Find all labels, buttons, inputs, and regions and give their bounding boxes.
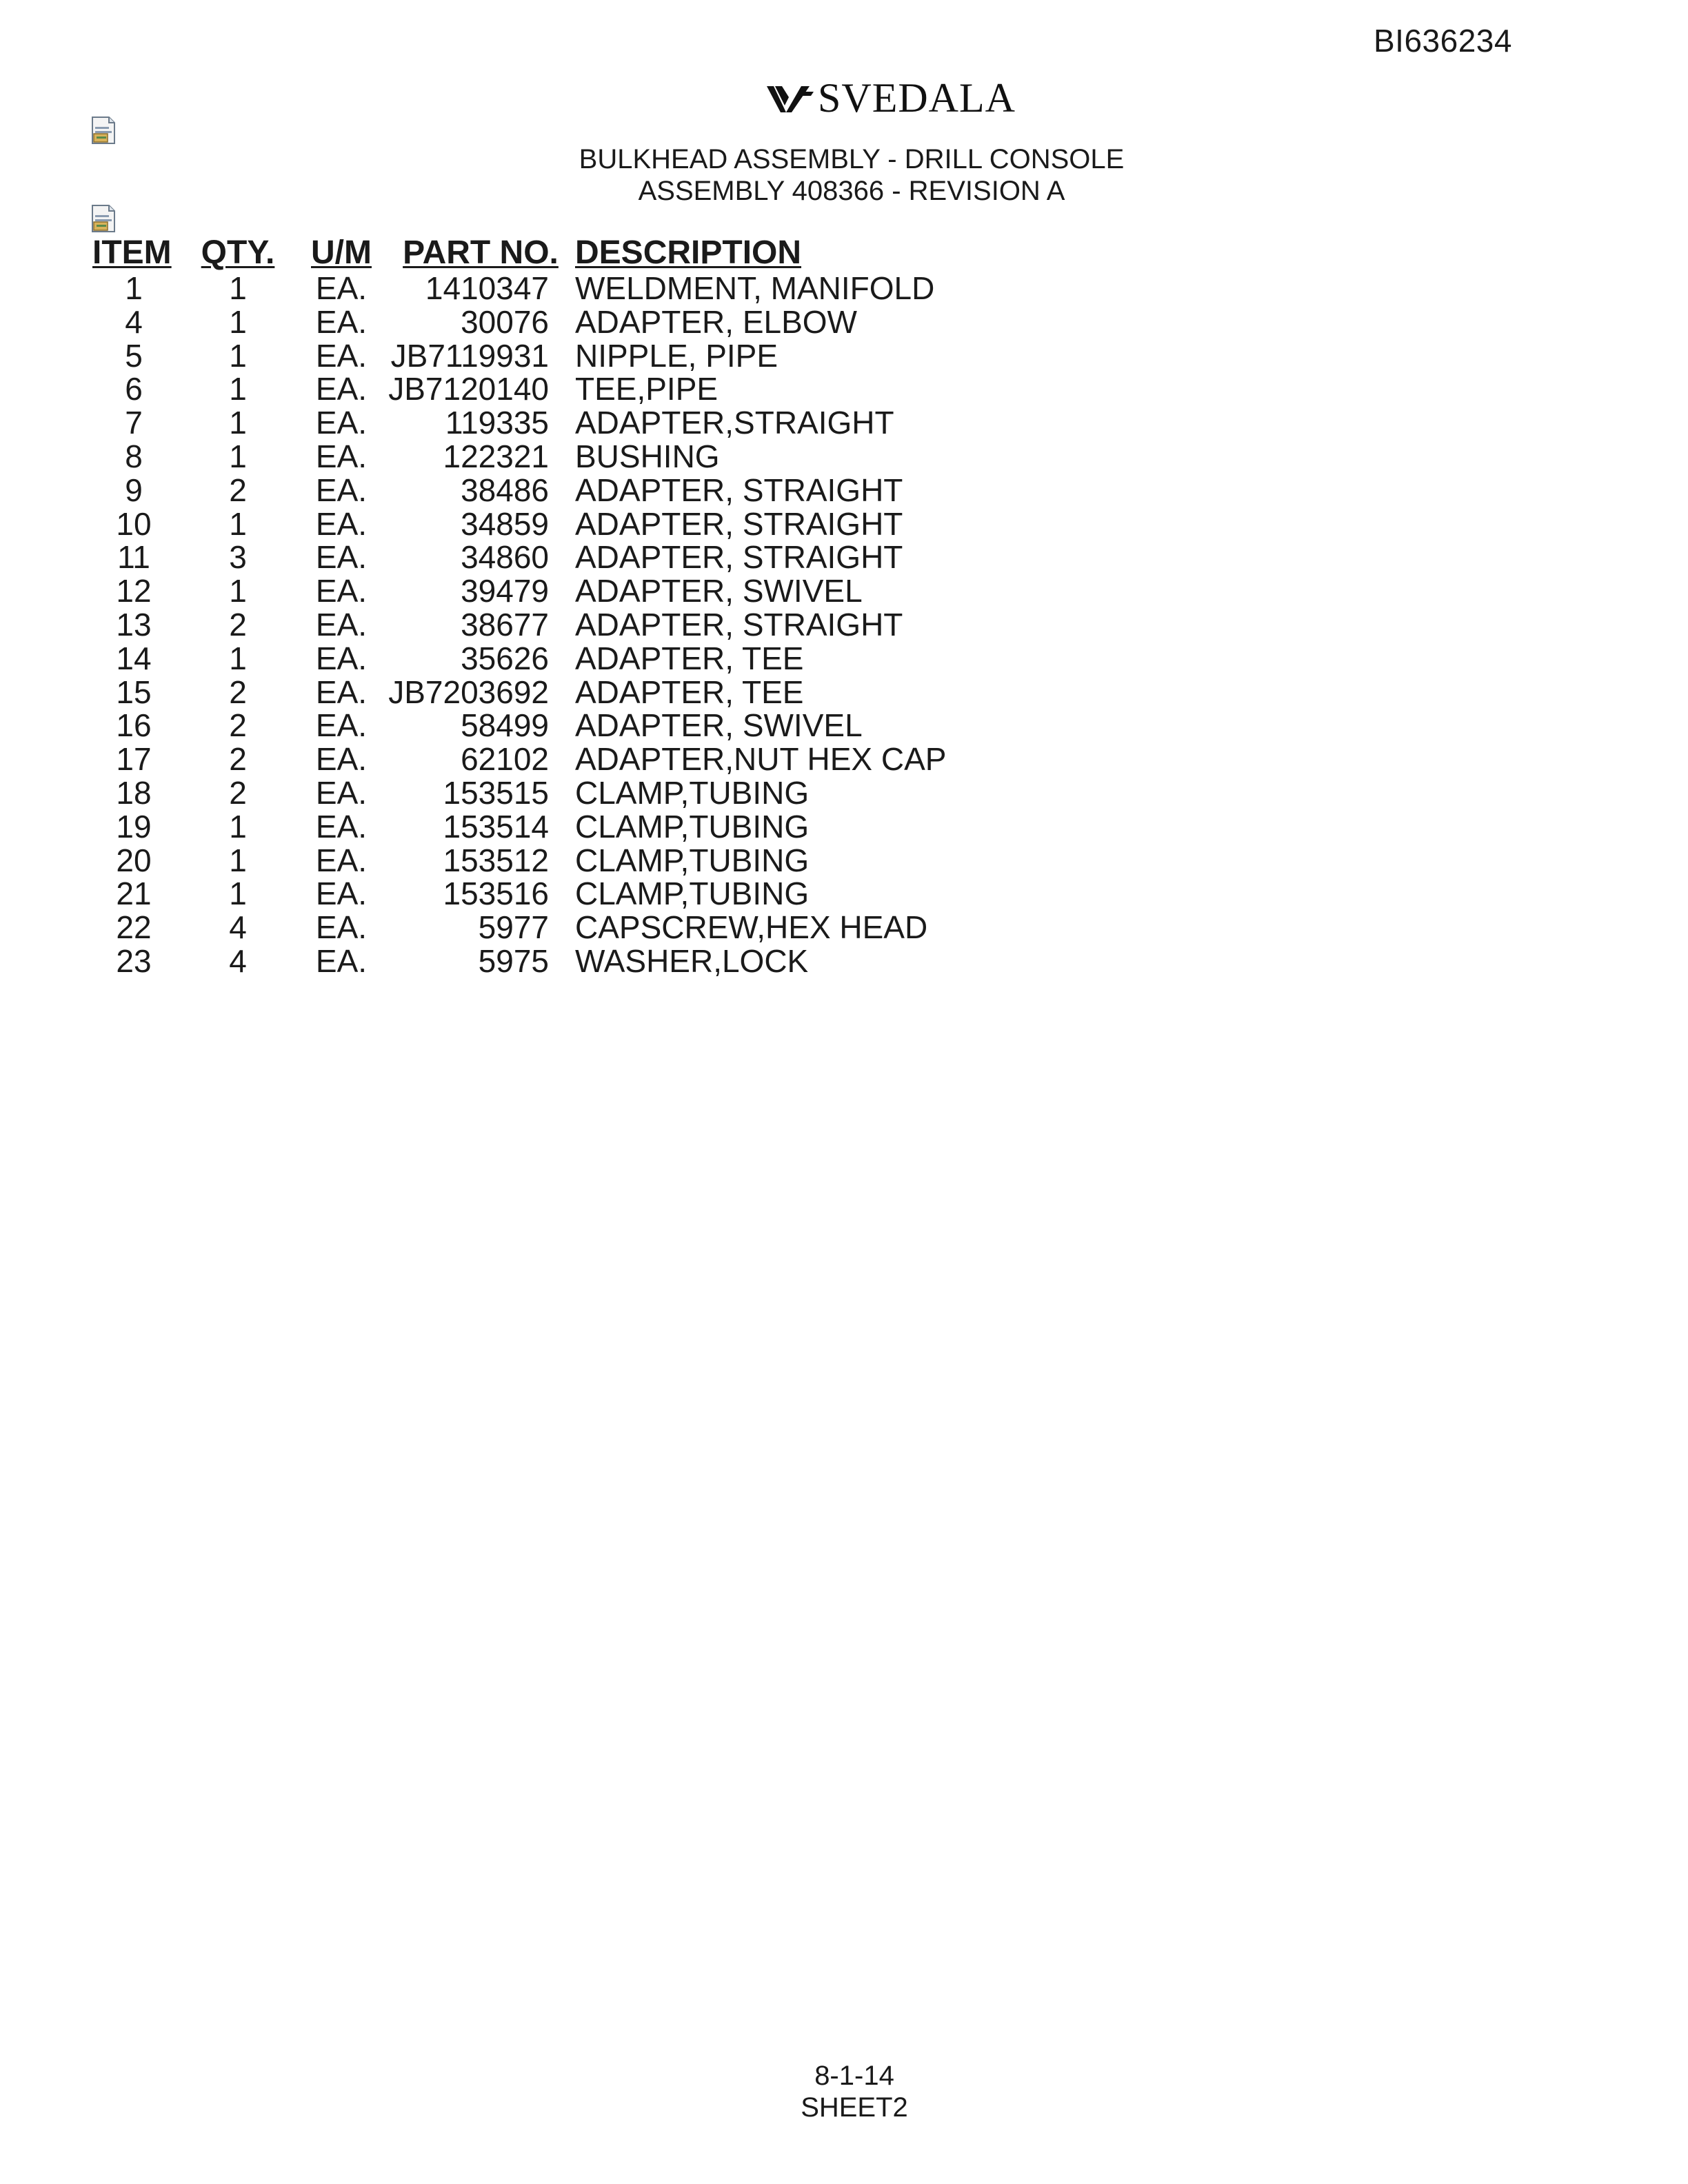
cell-description: ADAPTER, SWIVEL	[575, 573, 863, 609]
cell-item: 23	[116, 942, 152, 979]
cell-description: ADAPTER, STRAIGHT	[575, 505, 903, 542]
cell-qty: 1	[229, 303, 247, 340]
table-row	[88, 372, 1058, 406]
table-row	[88, 474, 1058, 507]
cell-part-no: 1410347	[425, 270, 549, 306]
table-row	[88, 877, 1058, 911]
cell-description: ADAPTER, SWIVEL	[575, 707, 863, 744]
cell-item: 5	[125, 337, 143, 374]
cell-um: EA.	[315, 876, 368, 912]
table-row	[88, 844, 1058, 878]
cell-qty: 1	[229, 505, 247, 542]
title-line-2: ASSEMBLY 408366 - REVISION A	[638, 176, 1065, 206]
cell-description: TEE,PIPE	[575, 371, 719, 407]
cell-um: EA.	[315, 505, 368, 542]
cell-um: EA.	[315, 942, 368, 979]
parts-table-header	[88, 233, 1058, 272]
cell-item: 11	[117, 539, 150, 576]
cell-qty: 2	[229, 774, 247, 811]
table-row	[88, 305, 1058, 339]
cell-description: ADAPTER, TEE	[575, 674, 804, 710]
cell-description: ADAPTER, STRAIGHT	[575, 539, 903, 576]
cell-um: EA.	[315, 909, 368, 946]
cell-um: EA.	[315, 606, 368, 643]
table-row	[88, 911, 1058, 944]
table-row	[88, 272, 1058, 305]
cell-um: EA.	[315, 303, 368, 340]
table-row	[88, 540, 1058, 574]
cell-qty: 3	[229, 539, 247, 576]
cell-description: ADAPTER, ELBOW	[575, 303, 857, 340]
cell-um: EA.	[315, 674, 368, 710]
title-line-1: BULKHEAD ASSEMBLY - DRILL CONSOLE	[579, 144, 1125, 174]
table-row	[88, 944, 1058, 978]
cell-qty: 1	[229, 640, 247, 676]
cell-part-no: 58499	[461, 707, 549, 744]
cell-part-no: 153512	[443, 842, 549, 878]
cell-part-no: 34859	[461, 505, 549, 542]
cell-part-no: 122321	[443, 438, 549, 474]
cell-part-no: 35626	[461, 640, 549, 676]
header-item: ITEM	[92, 234, 172, 271]
cell-description: ADAPTER,STRAIGHT	[575, 405, 894, 441]
cell-um: EA.	[315, 707, 368, 744]
cell-part-no: JB7119931	[390, 337, 549, 374]
cell-item: 8	[125, 438, 143, 474]
cell-part-no: 119335	[445, 405, 549, 441]
cell-item: 18	[116, 774, 152, 811]
cell-qty: 2	[229, 674, 247, 710]
header-description: DESCRIPTION	[575, 234, 802, 271]
parts-table	[88, 233, 1058, 978]
cell-part-no: JB7203692	[388, 674, 549, 710]
cell-item: 12	[116, 573, 152, 609]
cell-item: 4	[125, 303, 143, 340]
cell-qty: 1	[229, 337, 247, 374]
cell-qty: 1	[229, 405, 247, 441]
cell-um: EA.	[315, 774, 368, 811]
cell-um: EA.	[315, 337, 368, 374]
cell-item: 17	[116, 741, 152, 778]
table-row	[88, 574, 1058, 608]
cell-item: 21	[116, 876, 152, 912]
logo-text: SVEDALA	[818, 75, 1016, 121]
cell-um: EA.	[315, 741, 368, 778]
table-row	[88, 406, 1058, 440]
cell-item: 7	[125, 405, 143, 441]
cell-description: BUSHING	[575, 438, 720, 474]
cell-item: 22	[116, 909, 152, 946]
table-row	[88, 608, 1058, 642]
cell-qty: 1	[229, 842, 247, 878]
svedala-chevron-logo-icon	[765, 82, 815, 115]
table-row	[88, 339, 1058, 373]
cell-um: EA.	[315, 573, 368, 609]
footer-date: 8-1-14	[814, 2061, 894, 2091]
table-row	[88, 642, 1058, 676]
cell-qty: 1	[229, 270, 247, 306]
cell-description: WELDMENT, MANIFOLD	[575, 270, 935, 306]
header-part-no: PART NO.	[403, 234, 559, 271]
cell-description: CLAMP,TUBING	[575, 876, 810, 912]
cell-qty: 1	[229, 573, 247, 609]
cell-um: EA.	[315, 371, 368, 407]
cell-item: 6	[125, 371, 143, 407]
cell-part-no: 5975	[478, 942, 549, 979]
footer-sheet: SHEET2	[801, 2092, 908, 2123]
cell-qty: 2	[229, 707, 247, 744]
table-row	[88, 810, 1058, 844]
cell-item: 9	[125, 472, 143, 508]
document-title	[0, 143, 1688, 207]
cell-qty: 1	[229, 808, 247, 845]
cell-um: EA.	[315, 808, 368, 845]
cell-part-no: 38677	[461, 606, 549, 643]
cell-part-no: 153514	[443, 808, 549, 845]
cell-description: ADAPTER, STRAIGHT	[575, 472, 903, 508]
table-row	[88, 709, 1058, 742]
cell-part-no: 5977	[478, 909, 549, 946]
cell-part-no: 39479	[461, 573, 549, 609]
embedded-file-icon[interactable]	[91, 116, 117, 145]
cell-part-no: 153515	[443, 774, 549, 811]
cell-um: EA.	[315, 472, 368, 508]
cell-part-no: 38486	[461, 472, 549, 508]
cell-qty: 2	[229, 741, 247, 778]
cell-qty: 2	[229, 606, 247, 643]
page-footer	[0, 2060, 1688, 2123]
cell-item: 14	[116, 640, 152, 676]
header-um: U/M	[311, 234, 372, 271]
cell-um: EA.	[315, 640, 368, 676]
cell-qty: 1	[229, 438, 247, 474]
cell-description: CLAMP,TUBING	[575, 842, 810, 878]
cell-description: CLAMP,TUBING	[575, 774, 810, 811]
cell-item: 20	[116, 842, 152, 878]
cell-item: 16	[116, 707, 152, 744]
cell-description: NIPPLE, PIPE	[575, 337, 778, 374]
document-id: BI636234	[1374, 23, 1512, 59]
cell-qty: 1	[229, 876, 247, 912]
cell-part-no: JB7120140	[388, 371, 549, 407]
table-row	[88, 776, 1058, 810]
cell-part-no: 62102	[461, 741, 549, 778]
cell-um: EA.	[315, 539, 368, 576]
cell-qty: 1	[229, 371, 247, 407]
table-row	[88, 676, 1058, 709]
header-qty: QTY.	[201, 234, 275, 271]
cell-part-no: 30076	[461, 303, 549, 340]
cell-item: 19	[116, 808, 152, 845]
cell-qty: 4	[229, 909, 247, 946]
cell-um: EA.	[315, 270, 368, 306]
embedded-file-icon[interactable]	[91, 204, 117, 233]
cell-part-no: 34860	[461, 539, 549, 576]
cell-description: ADAPTER,NUT HEX CAP	[575, 741, 947, 778]
cell-item: 1	[125, 270, 143, 306]
cell-um: EA.	[315, 842, 368, 878]
cell-qty: 2	[229, 472, 247, 508]
table-row	[88, 440, 1058, 474]
cell-description: WASHER,LOCK	[575, 942, 809, 979]
table-row	[88, 507, 1058, 541]
svedala-logo	[765, 74, 1016, 122]
cell-description: ADAPTER, TEE	[575, 640, 804, 676]
cell-item: 10	[116, 505, 152, 542]
cell-um: EA.	[315, 438, 368, 474]
cell-item: 13	[116, 606, 152, 643]
cell-qty: 4	[229, 942, 247, 979]
cell-description: CLAMP,TUBING	[575, 808, 810, 845]
cell-item: 15	[116, 674, 152, 710]
cell-description: ADAPTER, STRAIGHT	[575, 606, 903, 643]
cell-um: EA.	[315, 405, 368, 441]
cell-description: CAPSCREW,HEX HEAD	[575, 909, 928, 946]
cell-part-no: 153516	[443, 876, 549, 912]
table-row	[88, 742, 1058, 776]
